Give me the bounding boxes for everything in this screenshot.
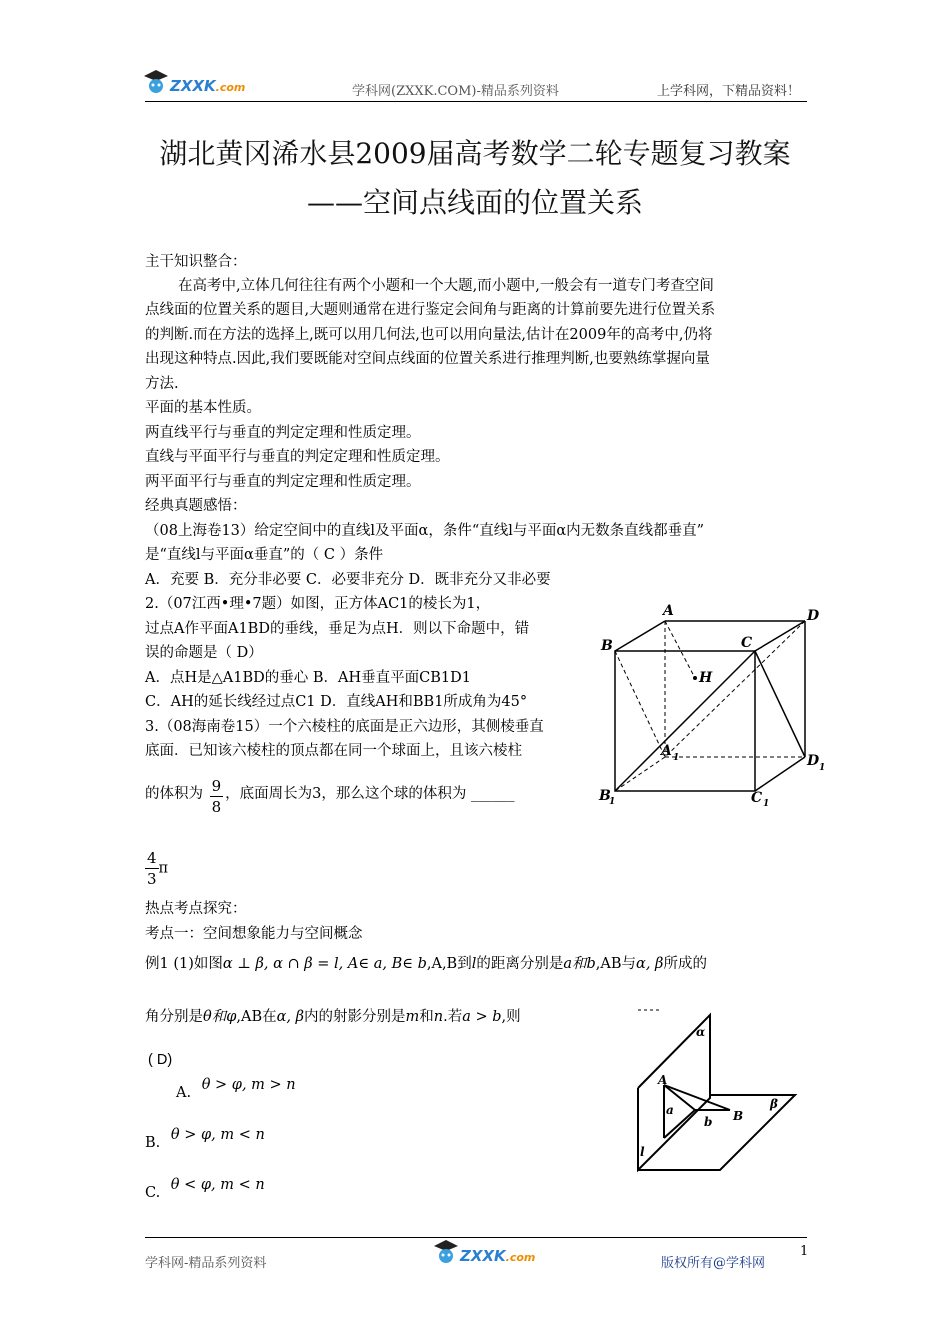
- ex1-math-l: l: [471, 956, 477, 972]
- q2-line-3: 误的命题是（ D）: [145, 645, 263, 661]
- section-hot-heading: 热点考点探究：: [145, 901, 247, 917]
- q1-line-2: 是“直线l与平面α垂直”的（ C ）条件: [145, 547, 384, 563]
- plane-label-beta: β: [770, 1097, 778, 1111]
- q2-line-4: A．点H是△A1BD的垂心 B．AH垂直平面CB1D1: [145, 670, 471, 686]
- footer-right-text: 版权所有@学科网: [661, 1256, 766, 1271]
- header-logo: [140, 68, 250, 98]
- answer-denominator: 3: [147, 870, 157, 888]
- ex2-text-f: ,则: [501, 1009, 521, 1025]
- intro-line-3: 的判断.而在方法的选择上,既可以用几何法,也可以用向量法,估计在2009年的高考中,仍将: [145, 327, 713, 343]
- section-classic-heading: 经典真题感悟：: [145, 498, 247, 514]
- header-rule: [145, 101, 807, 102]
- cube-label-a: A: [663, 603, 674, 619]
- header-right-text: 上学科网，下精品资料！: [657, 84, 801, 99]
- q3-answer: [145, 848, 168, 889]
- q3-fraction-numerator: 9: [211, 777, 222, 795]
- cube-label-h: H: [699, 670, 713, 686]
- plane-label-alpha: α: [696, 1025, 706, 1039]
- logo-mascot-icon: [140, 68, 170, 96]
- q3-volume-line: [145, 776, 515, 817]
- fact-3: 直线与平面平行与垂直的判定定理和性质定理。: [145, 449, 450, 465]
- ex1-text-a: 例1 (1)如图: [145, 956, 223, 972]
- cube-figure: [595, 602, 835, 807]
- ex2-math-cond: a > b: [462, 1009, 502, 1025]
- q3-answer-fraction: [145, 848, 159, 889]
- ex2-text-b: ,AB在: [236, 1009, 277, 1025]
- plane-label-a-point: A: [658, 1073, 668, 1087]
- option-b-math: θ > φ, m < n: [170, 1127, 265, 1143]
- q3-volume-suffix: ，底面周长为3，那么这个球的体积为 ______: [225, 786, 515, 802]
- intro-line-2: 点线面的位置关系的题目,大题则通常在进行鉴定会间角与距离的计算前要先进行位置关系: [145, 302, 716, 318]
- answer-numerator: 4: [147, 849, 157, 867]
- ex1-text-e: 所成的: [663, 956, 707, 972]
- intro-line-4: 出现这种特点.因此,我们要既能对空间点线面的位置关系进行推理判断,也要熟练掌握向量: [145, 351, 710, 367]
- ex1-math-ab: a和b: [563, 956, 596, 972]
- option-b: [145, 1123, 265, 1151]
- plane-label-b-point: B: [733, 1109, 744, 1123]
- ex1-text-d: ,AB与: [595, 956, 637, 972]
- ex2-text-a: 角分别是: [145, 1009, 203, 1025]
- logo-suffix: .com: [215, 81, 246, 94]
- cube-label-c: C: [741, 635, 753, 651]
- example-1-answer: ( D): [148, 1052, 173, 1068]
- fact-2: 两直线平行与垂直的判定定理和性质定理。: [145, 425, 421, 441]
- intro-line-5: 方法.: [145, 376, 179, 392]
- option-c-label: C.: [145, 1185, 161, 1201]
- q1-options: A．充要 B．充分非必要 C．必要非充分 D．既非充分又非必要: [145, 572, 551, 588]
- ex1-text-b: ,A,B到: [426, 956, 472, 972]
- plane-label-l: l: [640, 1145, 645, 1159]
- ex2-math-m: m: [405, 1009, 420, 1025]
- answer-pi: π: [158, 860, 169, 877]
- ex2-text-d: 和: [419, 1009, 434, 1025]
- cube-label-b1-sub: 1: [609, 797, 616, 807]
- ex1-text-c: 的距离分别是: [476, 956, 564, 972]
- cube-label-a1-sub: 1: [673, 753, 680, 763]
- q3-line-2: 底面．已知该六棱柱的顶点都在同一个球面上，且该六棱柱: [145, 743, 522, 759]
- option-a: [176, 1073, 296, 1101]
- cube-label-b1: B: [599, 788, 611, 804]
- fact-4: 两平面平行与垂直的判定定理和性质定理。: [145, 474, 421, 490]
- footer-logo-text: ZXXK: [460, 1247, 506, 1265]
- ex2-math-theta-phi: θ和φ: [203, 1009, 237, 1025]
- cube-label-a1: A: [661, 743, 672, 759]
- ex2-text-e: .若: [443, 1009, 463, 1025]
- q1-line-1: （08上海卷13）给定空间中的直线l及平面α，条件“直线l与平面α内无数条直线都垂直”: [145, 523, 705, 539]
- ex2-text-c: 内的射影分别是: [304, 1009, 406, 1025]
- ex2-math-n: n: [433, 1009, 444, 1025]
- point-1-heading: 考点一：空间想象能力与空间概念: [145, 926, 363, 942]
- q3-line-1: 3.（08海南卷15）一个六棱柱的底面是正六边形，其侧棱垂直: [145, 719, 544, 735]
- option-b-label: B.: [145, 1135, 161, 1151]
- option-c: [145, 1173, 265, 1201]
- ex1-math-albe: α, β: [636, 956, 664, 972]
- intro-line-1: 在高考中,立体几何往往有两个小题和一个大题,而小题中,一般会有一道专门考查空间: [178, 278, 714, 294]
- logo-text: ZXXK: [170, 77, 216, 95]
- header-center-text: 学科网(ZXXK.COM)-精品系列资料: [352, 84, 559, 99]
- q2-line-5: C．AH的延长线经过点C1 D．直线AH和BB1所成角为45°: [145, 694, 528, 710]
- footer-logo-suffix: .com: [505, 1251, 536, 1264]
- option-a-math: θ > φ, m > n: [201, 1077, 296, 1093]
- point-h-marker: [693, 676, 697, 680]
- footer-logo: [430, 1236, 540, 1268]
- cube-label-d: D: [807, 608, 820, 624]
- doc-title-line1: 湖北黄冈浠水县2009届高考数学二轮专题复习教案: [159, 137, 791, 170]
- plane-label-b-len: b: [704, 1115, 713, 1129]
- cube-label-c1-sub: 1: [763, 799, 770, 807]
- cube-label-c1: C: [751, 790, 763, 806]
- example-1-line-1: [145, 952, 707, 976]
- example-1-line-2: [145, 1005, 521, 1029]
- q3-fraction-denominator: 8: [211, 798, 222, 816]
- footer-left-text: 学科网-精品系列资料: [145, 1256, 267, 1271]
- ex2-math-albe: α, β: [276, 1009, 305, 1025]
- cube-label-d1-sub: 1: [819, 763, 826, 773]
- cube-label-d1: D: [807, 753, 820, 769]
- q3-volume-fraction: [210, 776, 224, 817]
- option-a-label: A.: [176, 1085, 192, 1101]
- option-c-math: θ < φ, m < n: [170, 1177, 265, 1193]
- plane-label-a-len: a: [666, 1103, 674, 1117]
- cube-label-b: B: [601, 638, 613, 654]
- ex1-math-1: α ⊥ β, α ∩ β = l, A∈ a, B∈ b: [222, 956, 427, 972]
- footer-logo-mascot-icon: [430, 1238, 460, 1266]
- planes-figure: [630, 1000, 820, 1190]
- q3-volume-prefix: 的体积为: [145, 786, 203, 802]
- fact-1: 平面的基本性质。: [145, 400, 261, 416]
- page-number: 1: [800, 1244, 809, 1259]
- q2-line-2: 过点A作平面A1BD的垂线，垂足为点H．则以下命题中，错: [145, 621, 530, 637]
- doc-title-line2: ——空间点线面的位置关系: [306, 186, 643, 219]
- q2-line-1: 2.（07江西•理•7题）如图，正方体AC1的棱长为1，: [145, 596, 491, 612]
- section-main-heading: 主干知识整合：: [145, 254, 247, 270]
